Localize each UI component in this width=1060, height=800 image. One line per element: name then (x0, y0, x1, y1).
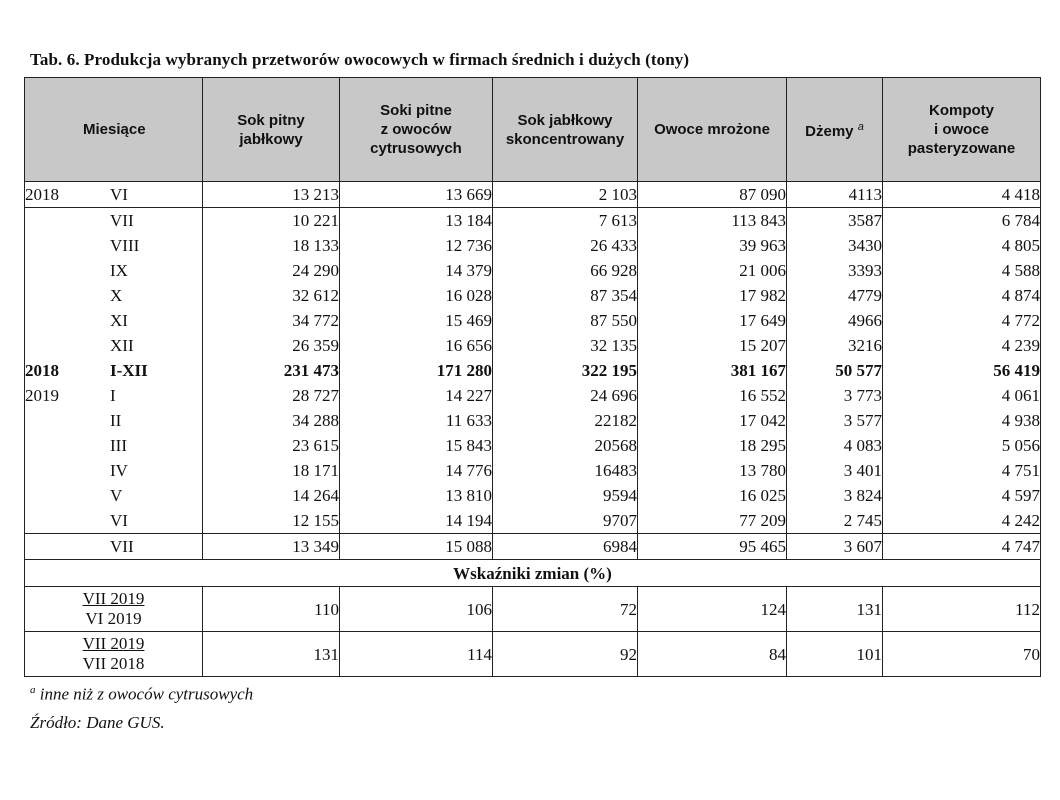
table-row (25, 258, 1041, 283)
index-value-cell: 114 (340, 632, 493, 677)
value-cell: 21 006 (638, 258, 787, 283)
value-cell: 3 824 (787, 483, 883, 508)
value-cell: 4 747 (883, 534, 1041, 560)
value-cell: 3 773 (787, 383, 883, 408)
table-row (25, 408, 1041, 433)
value-cell: 12 155 (203, 508, 340, 534)
table-row (25, 208, 1041, 234)
value-cell: 24 290 (203, 258, 340, 283)
table-row (25, 433, 1041, 458)
month-label: I-XII (110, 361, 148, 380)
period-cell (25, 258, 203, 283)
value-cell: 16483 (493, 458, 638, 483)
value-cell: 4966 (787, 308, 883, 333)
header-frozen-fruit: Owoce mrożone (638, 78, 787, 182)
value-cell: 32 612 (203, 283, 340, 308)
value-cell: 381 167 (638, 358, 787, 383)
value-cell: 39 963 (638, 233, 787, 258)
index-value-cell: 101 (787, 632, 883, 677)
value-cell: 4 938 (883, 408, 1041, 433)
value-cell: 9594 (493, 483, 638, 508)
month-label: IV (110, 461, 128, 480)
table-row (25, 383, 1041, 408)
value-cell: 231 473 (203, 358, 340, 383)
ratio-numerator: VII 2019 (82, 589, 145, 608)
value-cell: 13 184 (340, 208, 493, 234)
value-cell: 14 264 (203, 483, 340, 508)
value-cell: 16 028 (340, 283, 493, 308)
value-cell: 56 419 (883, 358, 1041, 383)
table-title: Tab. 6. Produkcja wybranych przetworów owocowych w firmach średnich i dużych (tony) (30, 50, 690, 69)
section-label: Wskaźniki zmian (%) (25, 560, 1041, 587)
value-cell: 15 207 (638, 333, 787, 358)
value-cell: 3430 (787, 233, 883, 258)
value-cell: 6 784 (883, 208, 1041, 234)
table-row (25, 358, 1041, 383)
value-cell: 3216 (787, 333, 883, 358)
value-cell: 15 469 (340, 308, 493, 333)
index-value-cell: 92 (493, 632, 638, 677)
value-cell: 95 465 (638, 534, 787, 560)
table-row (25, 308, 1041, 333)
month-label: I (110, 386, 116, 405)
ratio-label (25, 632, 203, 677)
month-label: VII (110, 211, 134, 230)
value-cell: 4 805 (883, 233, 1041, 258)
value-cell: 18 295 (638, 433, 787, 458)
footnote: $^a$ inne niż z owoców cytrusowych (30, 684, 254, 704)
value-cell: 18 133 (203, 233, 340, 258)
value-cell: 16 656 (340, 333, 493, 358)
period-cell (25, 308, 203, 333)
month-label: III (110, 436, 127, 455)
value-cell: 113 843 (638, 208, 787, 234)
value-cell: 10 221 (203, 208, 340, 234)
index-value-cell: 124 (638, 587, 787, 632)
header-months: Miesiące (25, 78, 203, 182)
value-cell: 13 810 (340, 483, 493, 508)
header-jams: Dżemy $^a$ (787, 78, 883, 182)
value-cell: 4 597 (883, 483, 1041, 508)
year-label: 2018 (25, 185, 59, 204)
value-cell: 4 061 (883, 383, 1041, 408)
index-value-cell: 112 (883, 587, 1041, 632)
value-cell: 4 083 (787, 433, 883, 458)
section-row (25, 560, 1041, 587)
index-value-cell: 72 (493, 587, 638, 632)
value-cell: 4113 (787, 182, 883, 208)
value-cell: 66 928 (493, 258, 638, 283)
year-label: 2018 (25, 361, 59, 380)
period-cell (25, 233, 203, 258)
period-cell (25, 483, 203, 508)
header-compotes: Kompoty i owoce pasteryzowane (883, 78, 1041, 182)
ratio-numerator: VII 2019 (82, 634, 145, 653)
value-cell: 26 433 (493, 233, 638, 258)
month-label: XII (110, 336, 134, 355)
period-cell (25, 182, 203, 208)
value-cell: 14 194 (340, 508, 493, 534)
value-cell: 17 042 (638, 408, 787, 433)
value-cell: 3 577 (787, 408, 883, 433)
value-cell: 2 745 (787, 508, 883, 534)
ratio-label (25, 587, 203, 632)
value-cell: 17 982 (638, 283, 787, 308)
value-cell: 14 227 (340, 383, 493, 408)
period-cell (25, 208, 203, 234)
value-cell: 3 607 (787, 534, 883, 560)
value-cell: 6984 (493, 534, 638, 560)
period-cell (25, 458, 203, 483)
month-label: XI (110, 311, 128, 330)
month-label: V (110, 486, 123, 505)
value-cell: 13 213 (203, 182, 340, 208)
value-cell: 4 239 (883, 333, 1041, 358)
value-cell: 4 588 (883, 258, 1041, 283)
period-cell (25, 508, 203, 534)
period-cell (25, 358, 203, 383)
index-value-cell: 106 (340, 587, 493, 632)
table-row (25, 182, 1041, 208)
value-cell: 14 776 (340, 458, 493, 483)
value-cell: 5 056 (883, 433, 1041, 458)
value-cell: 11 633 (340, 408, 493, 433)
value-cell: 14 379 (340, 258, 493, 283)
value-cell: 12 736 (340, 233, 493, 258)
value-cell: 3587 (787, 208, 883, 234)
value-cell: 32 135 (493, 333, 638, 358)
month-label: X (110, 286, 123, 305)
table-row (25, 333, 1041, 358)
header-citrus-juices: Soki pitne z owoców cytrusowych (340, 78, 493, 182)
value-cell: 9707 (493, 508, 638, 534)
period-cell (25, 534, 203, 560)
value-cell: 13 669 (340, 182, 493, 208)
value-cell: 15 843 (340, 433, 493, 458)
value-cell: 22182 (493, 408, 638, 433)
value-cell: 13 349 (203, 534, 340, 560)
month-label: IX (110, 261, 128, 280)
table-row (25, 283, 1041, 308)
value-cell: 20568 (493, 433, 638, 458)
value-cell: 87 354 (493, 283, 638, 308)
month-label: VII (110, 537, 134, 556)
table-row (25, 534, 1041, 560)
header-row (25, 78, 1041, 182)
value-cell: 322 195 (493, 358, 638, 383)
header-apple-concentrate: Sok jabłkowy skoncentrowany (493, 78, 638, 182)
value-cell: 16 025 (638, 483, 787, 508)
value-cell: 28 727 (203, 383, 340, 408)
value-cell: 2 103 (493, 182, 638, 208)
value-cell: 34 288 (203, 408, 340, 433)
index-value-cell: 84 (638, 632, 787, 677)
period-cell (25, 433, 203, 458)
index-row (25, 587, 1041, 632)
value-cell: 87 550 (493, 308, 638, 333)
value-cell: 24 696 (493, 383, 638, 408)
table-row (25, 508, 1041, 534)
index-value-cell: 70 (883, 632, 1041, 677)
value-cell: 4 418 (883, 182, 1041, 208)
value-cell: 16 552 (638, 383, 787, 408)
ratio-denominator: VI 2019 (85, 609, 142, 628)
value-cell: 171 280 (340, 358, 493, 383)
value-cell: 4 874 (883, 283, 1041, 308)
production-table (24, 77, 1041, 677)
value-cell: 13 780 (638, 458, 787, 483)
value-cell: 3 401 (787, 458, 883, 483)
table-row (25, 458, 1041, 483)
period-cell (25, 333, 203, 358)
month-label: VI (110, 185, 128, 204)
index-value-cell: 110 (203, 587, 340, 632)
value-cell: 77 209 (638, 508, 787, 534)
value-cell: 3393 (787, 258, 883, 283)
value-cell: 17 649 (638, 308, 787, 333)
source-note: Źródło: Dane GUS. (30, 713, 165, 732)
value-cell: 26 359 (203, 333, 340, 358)
month-label: VI (110, 511, 128, 530)
value-cell: 15 088 (340, 534, 493, 560)
value-cell: 4 751 (883, 458, 1041, 483)
value-cell: 4 772 (883, 308, 1041, 333)
value-cell: 23 615 (203, 433, 340, 458)
index-value-cell: 131 (787, 587, 883, 632)
table-row (25, 483, 1041, 508)
period-cell (25, 383, 203, 408)
month-label: VIII (110, 236, 140, 255)
value-cell: 4 242 (883, 508, 1041, 534)
value-cell: 50 577 (787, 358, 883, 383)
table-row (25, 233, 1041, 258)
ratio-denominator: VII 2018 (82, 654, 145, 673)
header-apple-juice: Sok pitny jabłkowy (203, 78, 340, 182)
value-cell: 4779 (787, 283, 883, 308)
value-cell: 34 772 (203, 308, 340, 333)
value-cell: 87 090 (638, 182, 787, 208)
period-cell (25, 283, 203, 308)
month-label: II (110, 411, 122, 430)
index-row (25, 632, 1041, 677)
year-label: 2019 (25, 386, 59, 405)
value-cell: 18 171 (203, 458, 340, 483)
value-cell: 7 613 (493, 208, 638, 234)
index-value-cell: 131 (203, 632, 340, 677)
period-cell (25, 408, 203, 433)
